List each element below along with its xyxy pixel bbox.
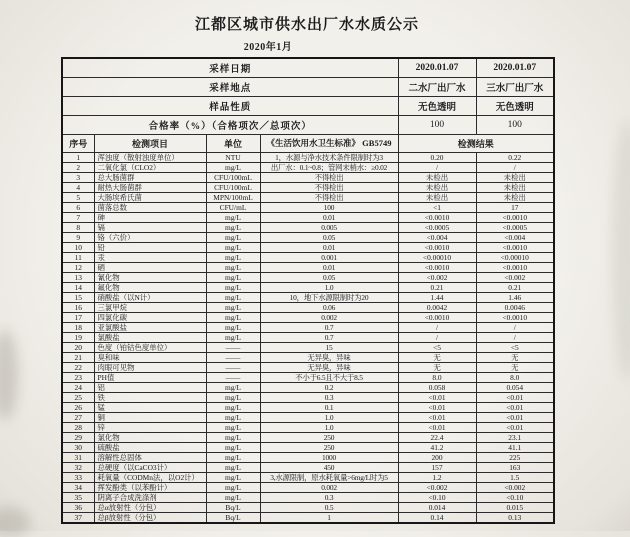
row-result-plant3: 1.46 <box>476 292 554 302</box>
row-unit: mg/L <box>206 482 260 492</box>
row-standard: 出厂水：0.1~0.8；管网末梢水：≥0.02 <box>260 162 398 172</box>
row-result-plant2: 1.44 <box>398 292 476 302</box>
row-standard: 0.002 <box>260 482 398 492</box>
row-item-name: 总大肠菌群 <box>94 172 206 182</box>
table-row <box>62 432 554 442</box>
header-result: 检测结果 <box>398 134 554 152</box>
table-row <box>62 392 554 402</box>
table-row <box>62 362 554 372</box>
row-standard: 无异臭，异味 <box>260 352 398 362</box>
row-standard: 0.3 <box>260 392 398 402</box>
row-standard: 1.0 <box>260 412 398 422</box>
table-row <box>62 192 554 202</box>
row-result-plant3: <0.01 <box>476 422 554 432</box>
sampling-location-plant2: 二水厂出厂水 <box>398 77 476 96</box>
sampling-date-label: 采样日期 <box>62 58 398 77</box>
row-result-plant3: 0.21 <box>476 282 554 292</box>
row-standard: 0.3 <box>260 492 398 502</box>
row-standard: 0.05 <box>260 272 398 282</box>
row-result-plant3: 未检出 <box>476 192 554 202</box>
row-result-plant2: / <box>398 162 476 172</box>
row-index: 14 <box>62 282 94 292</box>
row-result-plant2: 0.21 <box>398 282 476 292</box>
table-row <box>62 412 554 422</box>
row-result-plant2: 未检出 <box>398 172 476 182</box>
row-unit: mg/L <box>206 282 260 292</box>
table-row <box>62 222 554 232</box>
row-item-name: 臭和味 <box>94 352 206 362</box>
row-result-plant3: <0.00010 <box>476 252 554 262</box>
row-index: 7 <box>62 212 94 222</box>
row-unit: mg/L <box>206 292 260 302</box>
scan-shadow-right <box>612 120 630 380</box>
row-unit: NTU <box>206 152 260 162</box>
table-row <box>62 182 554 192</box>
row-item-name: 铜 <box>94 412 206 422</box>
sampling-location-label: 采样地点 <box>62 77 398 96</box>
row-standard: 0.5 <box>260 502 398 512</box>
row-standard: 0.2 <box>260 382 398 392</box>
table-row <box>62 502 554 512</box>
sample-nature-plant3: 无色透明 <box>476 96 554 115</box>
row-result-plant3: <0.0010 <box>476 212 554 222</box>
row-result-plant3: <0.0005 <box>476 222 554 232</box>
row-result-plant2: <0.01 <box>398 402 476 412</box>
row-result-plant2: <0.0005 <box>398 222 476 232</box>
row-result-plant2: <0.00010 <box>398 252 476 262</box>
row-result-plant3: 8.0 <box>476 372 554 382</box>
row-unit: mg/L <box>206 382 260 392</box>
row-standard: 不得检出 <box>260 192 398 202</box>
row-standard: 0.05 <box>260 232 398 242</box>
row-unit: mg/L <box>206 262 260 272</box>
row-unit: mg/L <box>206 302 260 312</box>
row-result-plant3: 41.1 <box>476 442 554 452</box>
table-row <box>62 352 554 362</box>
row-standard: 250 <box>260 432 398 442</box>
row-index: 37 <box>62 512 94 523</box>
row-index: 35 <box>62 492 94 502</box>
table-row <box>62 272 554 282</box>
row-index: 9 <box>62 232 94 242</box>
row-index: 23 <box>62 372 94 382</box>
pass-rate-row <box>62 115 554 134</box>
row-item-name: 硝酸盐（以N计） <box>94 292 206 302</box>
table-row <box>62 382 554 392</box>
row-unit: mg/L <box>206 402 260 412</box>
row-result-plant3: <0.10 <box>476 492 554 502</box>
scan-smudge-bottom-left <box>0 507 30 537</box>
row-standard: 0.06 <box>260 302 398 312</box>
row-result-plant2: <1 <box>398 202 476 212</box>
row-result-plant2: 0.014 <box>398 502 476 512</box>
row-index: 21 <box>62 352 94 362</box>
row-item-name: 砷 <box>94 212 206 222</box>
row-unit: mg/L <box>206 322 260 332</box>
row-result-plant2: <0.004 <box>398 232 476 242</box>
row-item-name: 挥发酚类（以苯酚计） <box>94 482 206 492</box>
row-result-plant3: 未检出 <box>476 172 554 182</box>
row-index: 27 <box>62 412 94 422</box>
row-index: 16 <box>62 302 94 312</box>
row-result-plant3: 0.0046 <box>476 302 554 312</box>
row-index: 26 <box>62 402 94 412</box>
row-unit: mg/L <box>206 422 260 432</box>
row-unit: MPN/100mL <box>206 192 260 202</box>
table-row <box>62 162 554 172</box>
info-section <box>62 58 554 152</box>
row-result-plant2: 157 <box>398 462 476 472</box>
row-result-plant2: 无 <box>398 352 476 362</box>
row-index: 20 <box>62 342 94 352</box>
row-item-name: 镉 <box>94 222 206 232</box>
row-index: 3 <box>62 172 94 182</box>
row-result-plant2: <0.0010 <box>398 312 476 322</box>
row-result-plant2: <5 <box>398 342 476 352</box>
table-row <box>62 152 554 162</box>
table-row <box>62 332 554 342</box>
row-standard: 0.01 <box>260 262 398 272</box>
table-row <box>62 482 554 492</box>
table-row <box>62 202 554 212</box>
row-unit: —— <box>206 372 260 382</box>
pass-rate-plant2: 100 <box>398 115 476 134</box>
row-unit: mg/L <box>206 472 260 482</box>
row-result-plant2: <0.10 <box>398 492 476 502</box>
row-result-plant3: 1.5 <box>476 472 554 482</box>
row-standard: 不小于6.5且不大于8.5 <box>260 372 398 382</box>
row-result-plant2: <0.0010 <box>398 262 476 272</box>
sample-nature-row <box>62 96 554 115</box>
row-standard: 1 <box>260 512 398 523</box>
row-result-plant3: <0.01 <box>476 402 554 412</box>
sampling-date-plant2: 2020.01.07 <box>398 58 476 77</box>
row-unit: mg/L <box>206 392 260 402</box>
row-standard: 0.002 <box>260 312 398 322</box>
row-index: 30 <box>62 442 94 452</box>
row-index: 1 <box>62 152 94 162</box>
row-standard: 不得检出 <box>260 182 398 192</box>
row-result-plant3: 17 <box>476 202 554 212</box>
row-index: 25 <box>62 392 94 402</box>
row-item-name: 氟化物 <box>94 282 206 292</box>
scan-smudge-left <box>0 330 18 420</box>
row-result-plant2: 200 <box>398 452 476 462</box>
row-unit: —— <box>206 342 260 352</box>
row-index: 5 <box>62 192 94 202</box>
table-row <box>62 292 554 302</box>
row-index: 17 <box>62 312 94 322</box>
row-item-name: 二氧化氯（CLO2） <box>94 162 206 172</box>
table-row <box>62 402 554 412</box>
row-result-plant3: 0.015 <box>476 502 554 512</box>
row-standard: 0.005 <box>260 222 398 232</box>
results-tbody <box>62 152 554 523</box>
report-month: 2020年1月 <box>243 42 293 53</box>
row-index: 8 <box>62 222 94 232</box>
row-item-name: 硫酸盐 <box>94 442 206 452</box>
table-row <box>62 312 554 322</box>
pass-rate-label: 合格率（%）（合格项次／总项次） <box>62 115 398 134</box>
row-unit: mg/L <box>206 332 260 342</box>
table-row <box>62 322 554 332</box>
table-row <box>62 252 554 262</box>
row-unit: CFU/100mL <box>206 182 260 192</box>
row-unit: CFU/mL <box>206 202 260 212</box>
row-result-plant3: 无 <box>476 352 554 362</box>
row-unit: mg/L <box>206 252 260 262</box>
row-result-plant2: <0.0010 <box>398 212 476 222</box>
row-item-name: 浑浊度（散射浊度单位） <box>94 152 206 162</box>
row-index: 36 <box>62 502 94 512</box>
row-result-plant3: <0.01 <box>476 392 554 402</box>
row-standard: 450 <box>260 462 398 472</box>
row-item-name: 总硬度（以CaCO3计） <box>94 462 206 472</box>
row-standard: 不得检出 <box>260 172 398 182</box>
table-row <box>62 452 554 462</box>
row-item-name: 硒 <box>94 262 206 272</box>
row-result-plant2: 0.14 <box>398 512 476 523</box>
row-unit: mg/L <box>206 162 260 172</box>
row-unit: mg/L <box>206 452 260 462</box>
row-result-plant2: <0.0010 <box>398 242 476 252</box>
row-result-plant3: <5 <box>476 342 554 352</box>
row-item-name: 肉眼可见物 <box>94 362 206 372</box>
row-standard: 0.7 <box>260 332 398 342</box>
row-result-plant3: 0.22 <box>476 152 554 162</box>
sample-nature-label: 样品性质 <box>62 96 398 115</box>
row-index: 15 <box>62 292 94 302</box>
row-result-plant3: 0.054 <box>476 382 554 392</box>
row-item-name: 四氯化碳 <box>94 312 206 322</box>
row-result-plant3: 无 <box>476 362 554 372</box>
row-item-name: 铬（六价） <box>94 232 206 242</box>
row-unit: mg/L <box>206 432 260 442</box>
row-index: 2 <box>62 162 94 172</box>
row-standard: 3,水源限制，原水耗氧量>6mg/L时为5 <box>260 472 398 482</box>
row-result-plant3: / <box>476 322 554 332</box>
row-index: 6 <box>62 202 94 212</box>
row-result-plant3: / <box>476 332 554 342</box>
sampling-location-row <box>62 77 554 96</box>
row-standard: 15 <box>260 342 398 352</box>
row-standard: 250 <box>260 442 398 452</box>
row-standard: 100 <box>260 202 398 212</box>
row-unit: mg/L <box>206 412 260 422</box>
row-index: 18 <box>62 322 94 332</box>
row-index: 22 <box>62 362 94 372</box>
row-item-name: 亚氯酸盐 <box>94 322 206 332</box>
row-unit: mg/L <box>206 222 260 232</box>
row-index: 13 <box>62 272 94 282</box>
table-row <box>62 342 554 352</box>
row-result-plant2: <0.002 <box>398 272 476 282</box>
water-quality-table <box>61 57 555 524</box>
row-unit: mg/L <box>206 272 260 282</box>
row-result-plant2: 0.20 <box>398 152 476 162</box>
row-item-name: 色度（铂钴色度单位） <box>94 342 206 352</box>
row-item-name: 铁 <box>94 392 206 402</box>
row-result-plant2: 0.0042 <box>398 302 476 312</box>
row-result-plant2: 1.2 <box>398 472 476 482</box>
header-no: 序号 <box>62 134 94 152</box>
table-row <box>62 172 554 182</box>
row-unit: mg/L <box>206 492 260 502</box>
row-result-plant2: 41.2 <box>398 442 476 452</box>
row-index: 19 <box>62 332 94 342</box>
row-unit: Bq/L <box>206 512 260 523</box>
header-unit: 单位 <box>206 134 260 152</box>
row-result-plant3: <0.002 <box>476 272 554 282</box>
table-row <box>62 302 554 312</box>
table-row <box>62 212 554 222</box>
row-standard: 0.001 <box>260 252 398 262</box>
row-standard: 10，地下水源限制时为20 <box>260 292 398 302</box>
row-index: 11 <box>62 252 94 262</box>
row-result-plant2: 0.058 <box>398 382 476 392</box>
row-result-plant3: 23.1 <box>476 432 554 442</box>
sampling-date-row <box>62 58 554 77</box>
row-unit: CFU/100mL <box>206 172 260 182</box>
row-index: 33 <box>62 472 94 482</box>
row-standard: 1000 <box>260 452 398 462</box>
pass-rate-plant3: 100 <box>476 115 554 134</box>
row-item-name: 锰 <box>94 402 206 412</box>
row-result-plant2: 未检出 <box>398 192 476 202</box>
row-unit: —— <box>206 362 260 372</box>
row-result-plant2: / <box>398 322 476 332</box>
table-row <box>62 262 554 272</box>
row-item-name: 耐热大肠菌群 <box>94 182 206 192</box>
table-row <box>62 492 554 502</box>
row-index: 24 <box>62 382 94 392</box>
row-result-plant2: 8.0 <box>398 372 476 382</box>
table-row <box>62 512 554 523</box>
row-item-name: 溶解性总固体 <box>94 452 206 462</box>
row-unit: —— <box>206 352 260 362</box>
row-unit: mg/L <box>206 232 260 242</box>
row-standard: 1，水源与净水技术条件限制时为3 <box>260 152 398 162</box>
row-index: 28 <box>62 422 94 432</box>
row-standard: 0.01 <box>260 242 398 252</box>
row-unit: mg/L <box>206 242 260 252</box>
sampling-location-plant3: 三水厂出厂水 <box>476 77 554 96</box>
row-index: 34 <box>62 482 94 492</box>
row-result-plant2: / <box>398 332 476 342</box>
row-item-name: 氯酸盐 <box>94 332 206 342</box>
row-item-name: 三氯甲烷 <box>94 302 206 312</box>
row-result-plant3: / <box>476 162 554 172</box>
table-row <box>62 462 554 472</box>
row-item-name: 铝 <box>94 382 206 392</box>
header-standard: 《生活饮用水卫生标准》 GB5749 <box>260 134 398 152</box>
row-unit: mg/L <box>206 462 260 472</box>
sampling-date-plant3: 2020.01.07 <box>476 58 554 77</box>
row-item-name: 汞 <box>94 252 206 262</box>
table-row <box>62 372 554 382</box>
row-item-name: 铅 <box>94 242 206 252</box>
row-item-name: 氰化物 <box>94 272 206 282</box>
row-item-name: 氯化物 <box>94 432 206 442</box>
row-standard: 1.0 <box>260 282 398 292</box>
row-unit: Bq/L <box>206 502 260 512</box>
row-standard: 0.7 <box>260 322 398 332</box>
row-item-name: 总β放射性（分包） <box>94 512 206 523</box>
row-result-plant2: <0.01 <box>398 392 476 402</box>
row-item-name: PH值 <box>94 372 206 382</box>
row-result-plant2: 未检出 <box>398 182 476 192</box>
row-item-name: 大肠埃希氏菌 <box>94 192 206 202</box>
row-result-plant2: 无 <box>398 362 476 372</box>
row-standard: 1.0 <box>260 422 398 432</box>
row-index: 12 <box>62 262 94 272</box>
table-row <box>62 232 554 242</box>
row-result-plant3: <0.0010 <box>476 312 554 322</box>
row-item-name: 总α放射性（分包） <box>94 502 206 512</box>
row-unit: mg/L <box>206 312 260 322</box>
row-index: 31 <box>62 452 94 462</box>
table-row <box>62 442 554 452</box>
row-result-plant3: 0.13 <box>476 512 554 523</box>
row-result-plant3: <0.004 <box>476 232 554 242</box>
row-item-name: 菌落总数 <box>94 202 206 212</box>
table-row <box>62 282 554 292</box>
row-item-name: 锌 <box>94 422 206 432</box>
row-result-plant2: <0.002 <box>398 482 476 492</box>
row-result-plant3: 225 <box>476 452 554 462</box>
row-standard: 0.1 <box>260 402 398 412</box>
row-result-plant2: <0.01 <box>398 422 476 432</box>
row-index: 29 <box>62 432 94 442</box>
row-result-plant3: <0.002 <box>476 482 554 492</box>
header-item: 检测项目 <box>94 134 206 152</box>
table-row <box>62 472 554 482</box>
column-header-row <box>62 134 554 152</box>
row-result-plant3: <0.0010 <box>476 242 554 252</box>
row-item-name: 耗氧量（CODMn法，以O2计） <box>94 472 206 482</box>
row-result-plant2: 22.4 <box>398 432 476 442</box>
row-standard: 0.01 <box>260 212 398 222</box>
row-unit: mg/L <box>206 212 260 222</box>
table-row <box>62 242 554 252</box>
row-index: 4 <box>62 182 94 192</box>
row-result-plant3: 未检出 <box>476 182 554 192</box>
row-result-plant3: <0.0010 <box>476 262 554 272</box>
row-result-plant2: <0.01 <box>398 412 476 422</box>
row-index: 32 <box>62 462 94 472</box>
table-row <box>62 422 554 432</box>
sample-nature-plant2: 无色透明 <box>398 96 476 115</box>
row-standard: 无异臭，异味 <box>260 362 398 372</box>
page-title: 江都区城市供水出厂水水质公示 <box>194 17 419 33</box>
row-unit: mg/L <box>206 442 260 452</box>
row-index: 10 <box>62 242 94 252</box>
row-result-plant3: <0.01 <box>476 412 554 422</box>
row-item-name: 阴离子合成洗涤剂 <box>94 492 206 502</box>
row-result-plant3: 163 <box>476 462 554 472</box>
